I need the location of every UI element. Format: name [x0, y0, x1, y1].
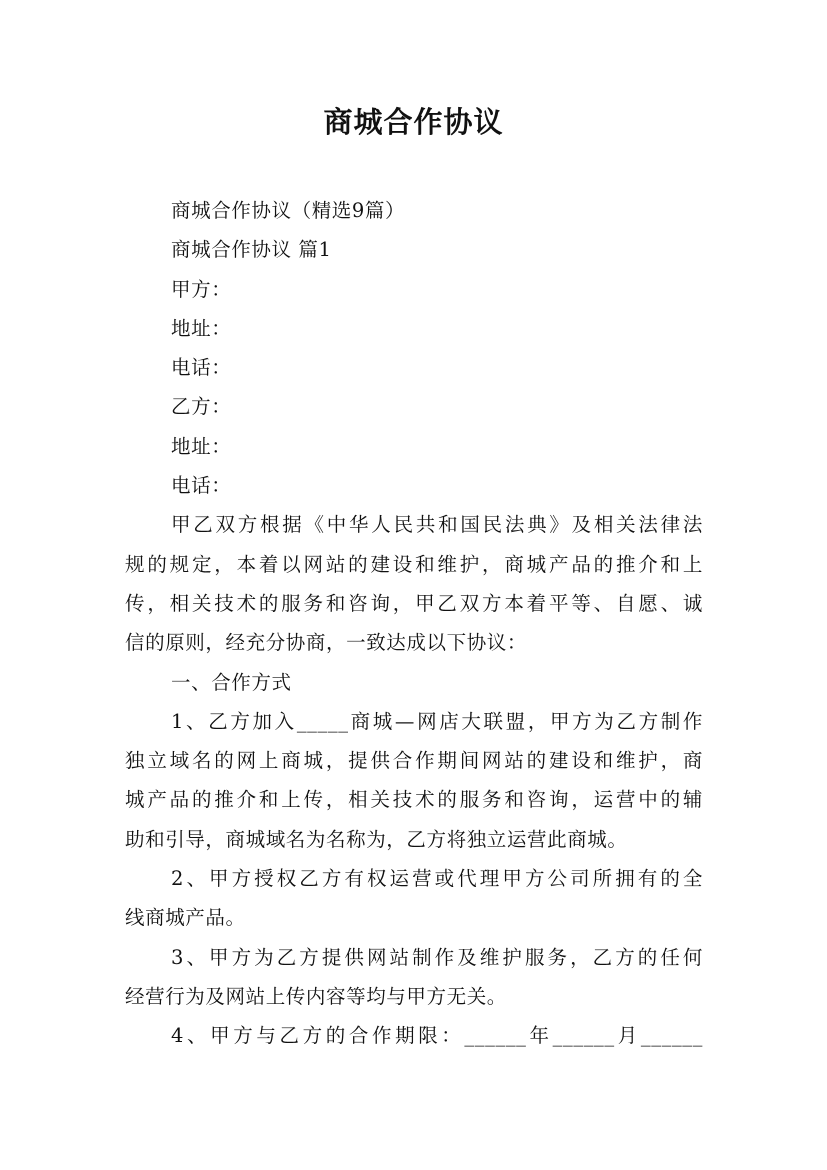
paragraph-line — [125, 584, 703, 623]
paragraph-line — [125, 545, 703, 584]
paragraph-line — [125, 1016, 703, 1055]
paragraph-line: 信的原则，经充分协商，一致达成以下协议： — [125, 631, 528, 655]
party-b-address-label: 地址： — [171, 434, 232, 458]
paragraph-line — [125, 859, 703, 898]
party-b-phone-label: 电话： — [171, 474, 232, 498]
clause-heading: 一、合作方式 — [171, 670, 292, 694]
paragraph-text: 4、甲方与乙方的合作期限：______年______月______ — [171, 1024, 703, 1048]
document-title: 商城合作协议 — [323, 105, 504, 139]
paragraph-line — [125, 741, 703, 780]
paragraph-text: 甲乙双方根据《中华人民共和国民法典》及相关法律法 — [171, 513, 703, 537]
paragraph-line: 助和引导，商城域名为名称为，乙方将独立运营此商城。 — [125, 827, 628, 851]
paragraph-line — [125, 938, 703, 977]
party-a-phone-label: 电话： — [171, 356, 232, 380]
party-b-label: 乙方： — [171, 395, 232, 419]
paragraph-text: 规的规定，本着以网站的建设和维护，商城产品的推介和上 — [125, 552, 703, 576]
paragraph-text: 2、甲方授权乙方有权运营或代理甲方公司所拥有的全 — [171, 867, 703, 891]
party-a-label: 甲方： — [171, 277, 232, 301]
paragraph-text: 独立域名的网上商城，提供合作期间网站的建设和维护，商 — [125, 749, 703, 773]
paragraph-line: 经营行为及网站上传内容等均与甲方无关。 — [125, 984, 507, 1008]
paragraph-line — [125, 702, 703, 741]
party-a-address-label: 地址： — [171, 316, 232, 340]
paragraph-line — [125, 780, 703, 819]
document-body — [125, 191, 703, 1056]
paragraph-text: 1、乙方加入_____商城—网店大联盟，甲方为乙方制作 — [171, 709, 703, 733]
subtitle-line: 商城合作协议（精选9篇） — [171, 199, 406, 222]
paragraph-line — [125, 505, 703, 544]
paragraph-text: 城产品的推介和上传，相关技术的服务和咨询，运营中的辅 — [125, 788, 703, 812]
paragraph-text: 传，相关技术的服务和咨询，甲乙双方本着平等、自愿、诚 — [125, 591, 703, 615]
paragraph-text: 3、甲方为乙方提供网站制作及维护服务，乙方的任何 — [171, 945, 703, 969]
paragraph-line: 线商城产品。 — [125, 906, 246, 930]
section-heading: 商城合作协议 篇1 — [171, 238, 332, 262]
